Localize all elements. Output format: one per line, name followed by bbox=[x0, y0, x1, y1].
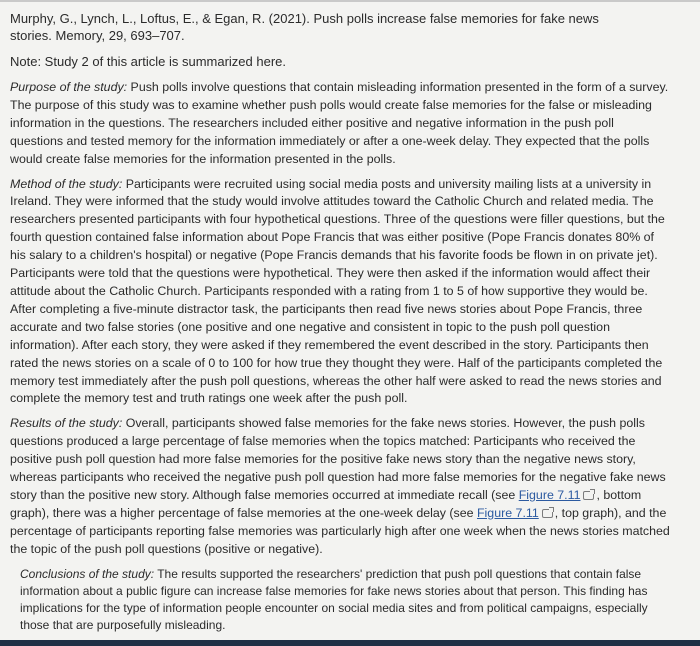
conclusions-text: The results supported the researchers' prediction that push poll questions that contain false information about a public figure can increase false memories for fake news stories about that person. This finding has implications for the type of information people encounter on social media sites and from political campaigns, especially those that are purposefully misleading. bbox=[20, 566, 648, 633]
figure-link-top[interactable]: Figure 7.11 bbox=[476, 505, 539, 520]
results-label: Results of the study: bbox=[10, 416, 123, 431]
conclusions-section bbox=[10, 566, 670, 635]
purpose-text: Push polls involve questions that contain misleading information presented in the form of a survey. The purpose of this study was to examine whether push polls would create false memories for the false or misleading information in the questions. The researchers included either positive and negative information in the push poll questions and tested memory for the information immediately or after a one-week delay. They expected that the polls would create false memories for the information presented in the polls. bbox=[10, 80, 669, 166]
citation-line-2: stories. Memory, 29, 693–707. bbox=[10, 28, 185, 43]
figure-link-bottom[interactable]: Figure 7.11 bbox=[518, 487, 581, 502]
citation bbox=[10, 10, 670, 44]
method-section bbox=[10, 176, 670, 409]
results-text-c: , top graph), and the percentage of participants reporting false memories was particularly high after one week when the news stories matched the topic of the push poll questions (positive or negative). bbox=[10, 505, 670, 556]
method-label: Method of the study: bbox=[10, 176, 123, 191]
conclusions-label: Conclusions of the study: bbox=[20, 566, 155, 581]
external-link-icon[interactable] bbox=[583, 491, 594, 500]
purpose-section bbox=[10, 79, 670, 169]
purpose-label: Purpose of the study: bbox=[10, 80, 128, 94]
external-link-icon[interactable] bbox=[542, 509, 553, 518]
results-text-b: , bottom graph), there was a higher percentage of false memories at the one-week delay (see bbox=[10, 487, 642, 520]
results-text-a: Overall, participants showed false memories for the fake news stories. However, the push polls questions produced a large percentage of false memories when the topics matched: Participants who received the positive push poll question had more false memories for the positive fake news story than the negative news story, whereas participants who received the negative push poll question had more false memories for the negative fake news story than the positive new story. Although false memories occurred at immediate recall (see bbox=[10, 416, 666, 502]
study-note: Note: Study 2 of this article is summarized here. bbox=[10, 54, 287, 69]
top-divider bbox=[0, 0, 700, 2]
bottom-bar bbox=[0, 640, 700, 646]
results-section bbox=[10, 415, 670, 558]
method-text: Participants were recruited using social media posts and university mailing lists at a university in Ireland. They were informed that the study would involve attitudes toward the Catholic Church and related media. The researchers presented participants with four hypothetical questions. Three of the questions were filler questions, but the fourth question contained false information about Pope Francis that was either positive (Pope Francis donates 80% of his salary to a children's hospital) or negative (Pope Francis demands that his favorite foods be flown in on private jet). Participants were told that the questions were hypothetical. They were then asked if the information would affect their attitude about the Catholic Church. Participants responded with a rating from 1 to 5 of how supportive they would be. After completing a five-minute distractor task, the participants then read five news stories about Pope Francis, three accurate and two false stories (one positive and one negative and consistent in topic to the push poll question information). After each story, they were asked if they remembered the event described in the story. Participants then rated the news stories on a scale of 0 to 100 for how true they thought they were. Half of the participants completed the memory test immediately after the push poll questions, whereas the other half were asked to read the news stories and complete the memory test and truth ratings one week after the push poll. bbox=[10, 176, 665, 406]
citation-line-1: Murphy, G., Lynch, L., Loftus, E., & Egan, R. (2021). Push polls increase false memories for fake news bbox=[10, 11, 599, 26]
